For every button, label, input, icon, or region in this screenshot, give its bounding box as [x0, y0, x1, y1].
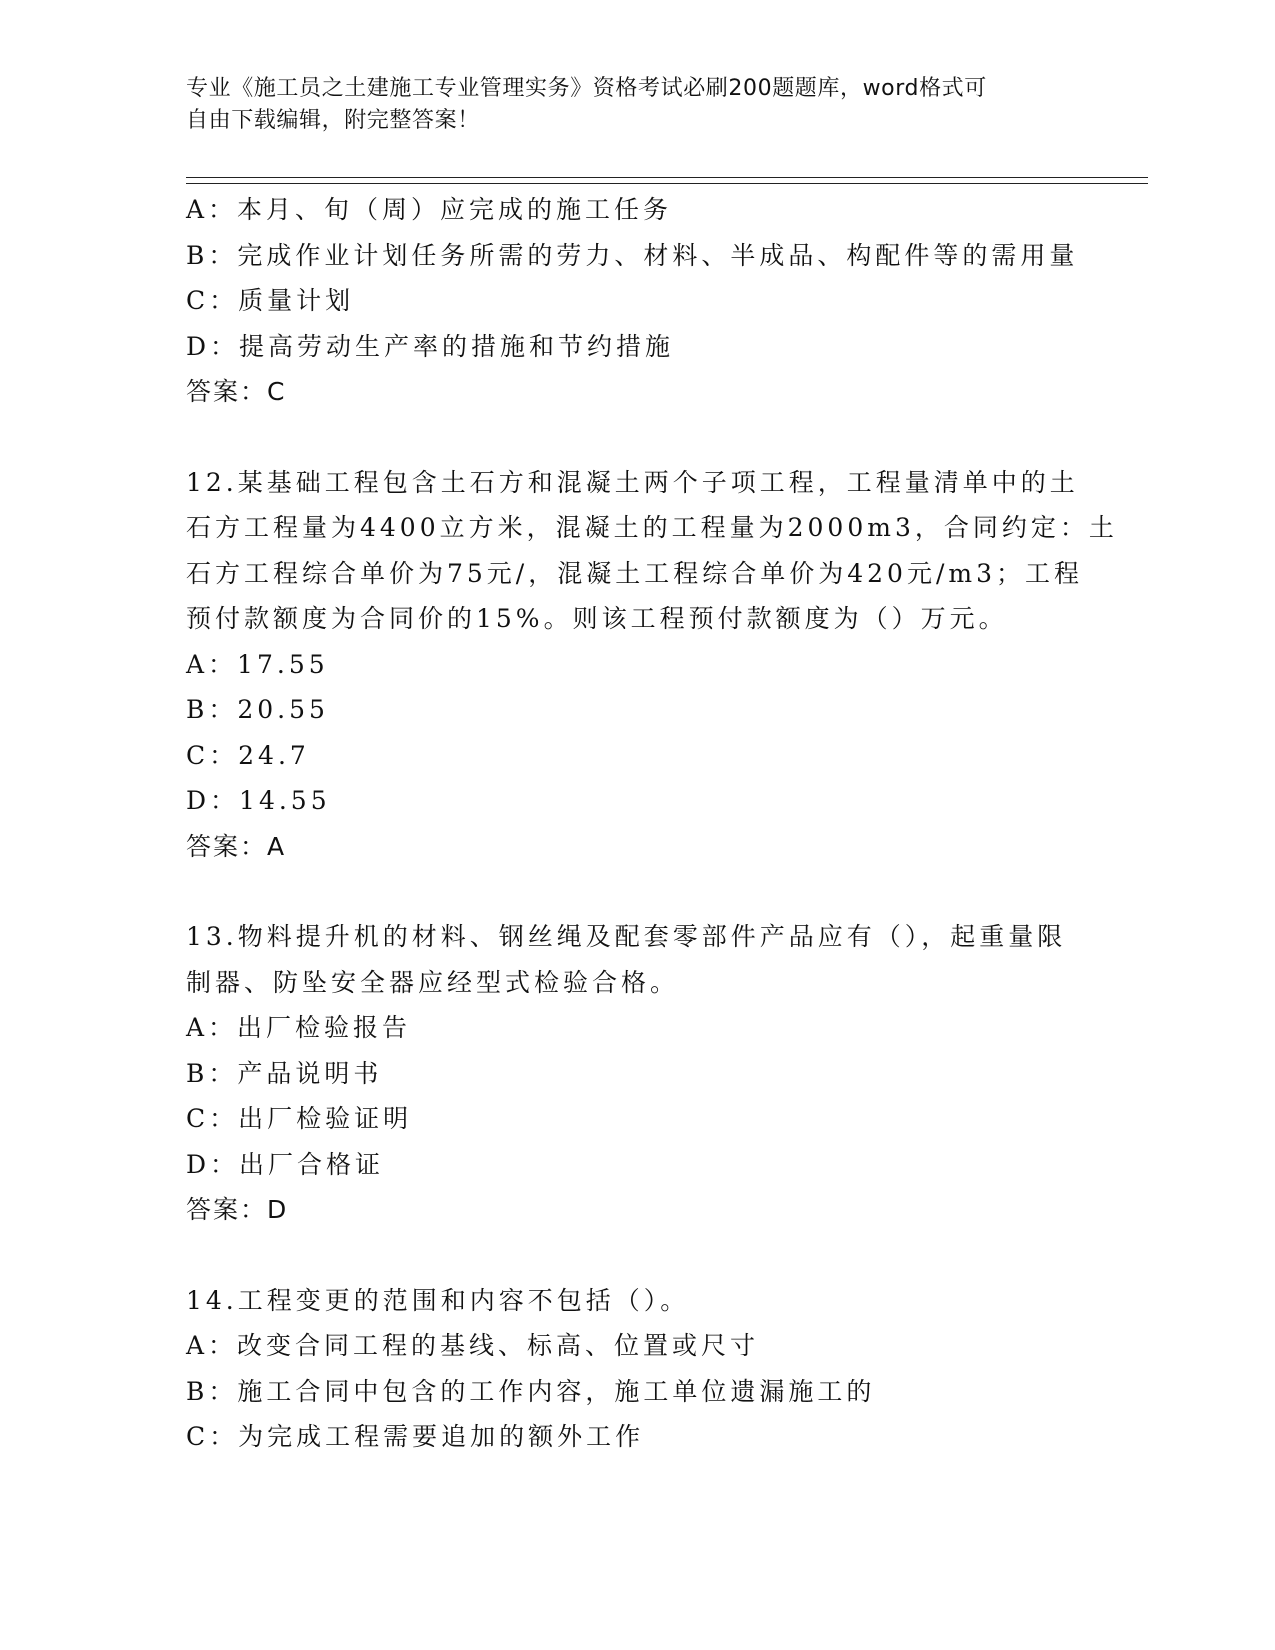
question-stem: 石方工程量为4400立方米，混凝土的工程量为2000m3，合同约定：土: [186, 513, 1118, 542]
option-a: A：17.55: [186, 649, 329, 679]
question-12: [186, 460, 1118, 870]
option-b: B：产品说明书: [186, 1058, 383, 1088]
option-c: C：出厂检验证明: [186, 1104, 413, 1133]
spacer: [186, 415, 1086, 460]
question-14: [186, 1278, 1086, 1460]
option-c: C：24.7: [186, 740, 310, 770]
answer: 答案：A: [186, 831, 287, 861]
option-b: B：20.55: [186, 695, 329, 724]
option-c: C：为完成工程需要追加的额外工作: [186, 1422, 645, 1451]
option-d: D：提高劳动生产率的措施和节约措施: [186, 331, 675, 361]
question-stem: 预付款额度为合同价的15%。则该工程预付款额度为（）万元。: [186, 604, 1008, 633]
option-a: A：出厂检验报告: [186, 1013, 412, 1042]
question-list: [186, 187, 1118, 1460]
option-c: C：质量计划: [186, 286, 355, 315]
question-stem: 制器、防坠安全器应经型式检验合格。: [186, 967, 680, 997]
option-b: B：完成作业计划任务所需的劳力、材料、半成品、构配件等的需用量: [186, 240, 1079, 270]
option-b: B：施工合同中包含的工作内容，施工单位遗漏施工的: [186, 1376, 876, 1406]
option-d: D：14.55: [186, 786, 331, 815]
answer: 答案：C: [186, 377, 287, 406]
option-a: A：本月、旬（周）应完成的施工任务: [186, 195, 673, 224]
document-header: [186, 73, 1056, 137]
question-stem: 石方工程综合单价为75元/，混凝土工程综合单价为420元/m3；工程: [186, 558, 1083, 588]
header-divider-bottom: [186, 183, 1148, 184]
answer: 答案：D: [186, 1195, 289, 1224]
option-d: D：出厂合格证: [186, 1149, 385, 1179]
question-13: [186, 914, 1086, 1233]
question-11: [186, 187, 1086, 415]
question-stem: 14.工程变更的范围和内容不包括（）。: [186, 1285, 690, 1315]
question-stem: 12.某基础工程包含土石方和混凝土两个子项工程，工程量清单中的土: [186, 467, 1079, 497]
header-title-line-2: 自由下载编辑，附完整答案！: [186, 108, 480, 133]
spacer: [186, 1233, 1086, 1278]
header-divider-top: [186, 177, 1148, 178]
question-stem: 13.物料提升机的材料、钢丝绳及配套零部件产品应有（），起重量限: [186, 922, 1067, 951]
spacer: [186, 869, 1086, 914]
option-a: A：改变合同工程的基线、标高、位置或尺寸: [186, 1331, 760, 1360]
header-title-line-1: 专业《施工员之土建施工专业管理实务》资格考试必刷200题题库，word格式可: [186, 76, 987, 101]
